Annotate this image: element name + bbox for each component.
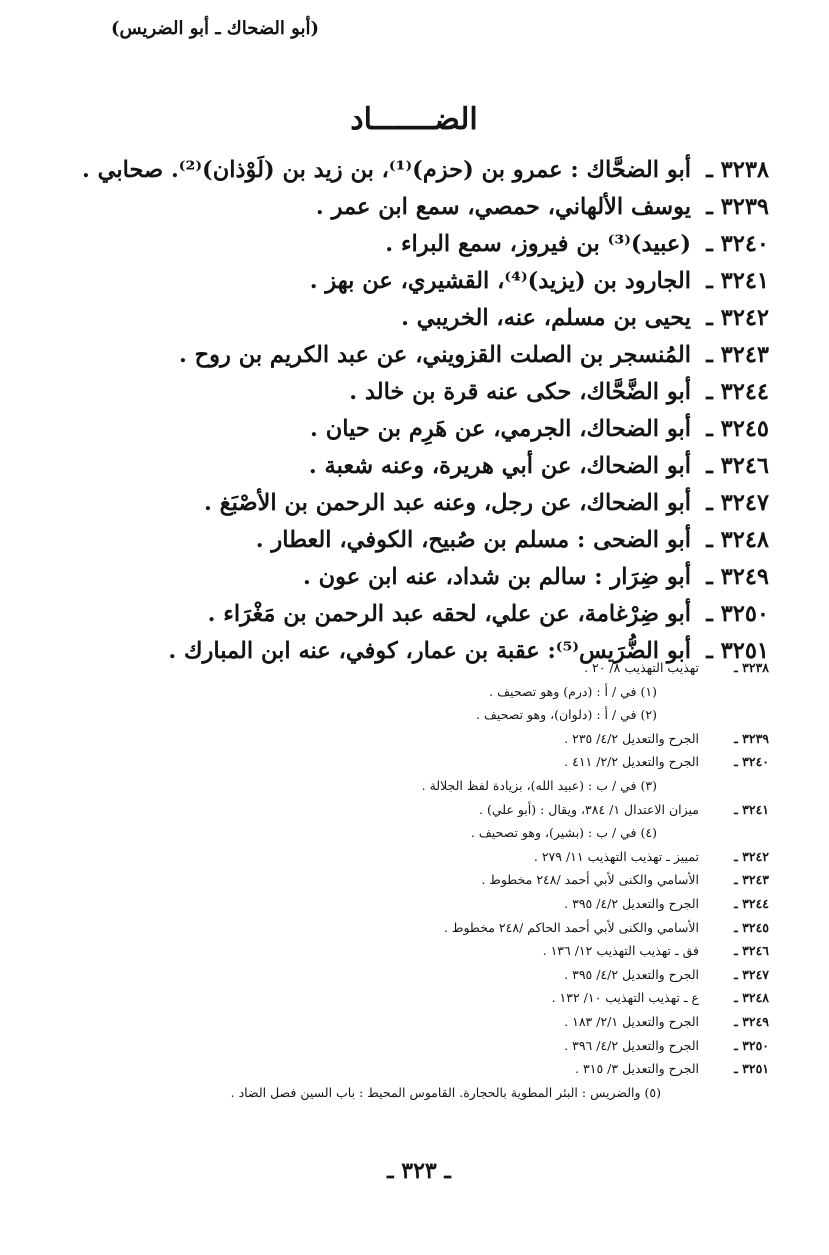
footnote-text: الأسامي والكنى لأبي أحمد الحاكم /٢٤٨ مخطوط . [443, 919, 699, 935]
entry [49, 152, 769, 189]
footnote-text: (٤) في / ب : (بشير)، وهو تصحيف . [470, 825, 657, 841]
entry [49, 263, 769, 300]
footnote-number: ٣٢٤٥ ـ [734, 919, 769, 935]
footnote-text: تهذيب التهذيب ٨/ ٢٠ . [584, 660, 699, 675]
footnote-text: ع ـ تهذيب التهذيب ١٠/ ١٣٢ . [551, 990, 699, 1006]
entry-number: ٣٢٤١ ـ [706, 268, 769, 294]
entry-text: أبو الضَّحَّاك، حكى عنه قرة بن خالد . [349, 379, 691, 405]
footnote-number: ٣٢٤٧ ـ [734, 966, 769, 982]
entry-number: ٣٢٤٩ ـ [706, 564, 769, 590]
entry-text: الجارود بن (يزيد)⁽⁴⁾، القشيري، عن بهز . [309, 268, 691, 294]
footnote-number [657, 821, 769, 845]
entry [49, 596, 769, 633]
footnote-reference [59, 939, 769, 963]
footnote-reference [59, 916, 769, 940]
footnote-reference [59, 1010, 769, 1034]
entry [49, 337, 769, 374]
footnote-text: الجرح والتعديل ٢/٢/ ٤١١ . [564, 754, 699, 770]
footnote-text: الجرح والتعديل ٢/١/ ١٨٣ . [564, 1013, 699, 1029]
footnote-number: ٣٢٤٨ ـ [734, 990, 769, 1006]
entry [49, 448, 769, 485]
footnote-number [661, 1081, 769, 1105]
entry-number: ٣٢٥٠ ـ [706, 601, 769, 627]
entry [49, 189, 769, 226]
footnote-variant [59, 774, 769, 798]
footnote-text: فق ـ تهذيب التهذيب ١٢/ ١٣٦ . [542, 943, 699, 959]
entry-text: أبو الضحاك، الجرمي، عن هَرِم بن حيان . [310, 416, 691, 442]
footnote-number: ٣٢٤٩ ـ [734, 1013, 769, 1029]
entry [49, 300, 769, 337]
footnote-gloss [59, 1081, 769, 1105]
footnote-reference [59, 1057, 769, 1081]
footnote-text: الأسامي والكنى لأبي أحمد /٢٤٨ مخطوط . [481, 872, 699, 888]
footnote-number: ٣٢٣٩ ـ [734, 730, 769, 746]
section-title: الضـــــــاد [350, 102, 478, 137]
entry-text: أبو الضحَّاك : عمرو بن (حزم)⁽¹⁾، بن زيد بن (لَوْذان)⁽²⁾. صحابي . [81, 157, 691, 183]
entry-list [49, 152, 769, 670]
entry-number: ٣٢٤٨ ـ [706, 527, 769, 553]
page-number: ـ ٣٢٣ ـ [387, 1158, 451, 1184]
footnote-variant [59, 821, 769, 845]
footnote-text: الجرح والتعديل ٤/٢/ ٣٩٥ . [564, 966, 699, 982]
footnote-number: ٣٢٤٠ ـ [734, 754, 769, 770]
footnote-text: (٣) في / ب : (عبيد الله)، بزيادة لفظ الجلالة . [421, 777, 657, 793]
footnote-variant [59, 703, 769, 727]
footnote-number: ٣٢٤٢ ـ [734, 848, 769, 864]
entry-number: ٣٢٤٢ ـ [706, 305, 769, 331]
footnote-reference [59, 986, 769, 1010]
running-head: (أبو الضحاك ـ أبو الضريس) [110, 18, 319, 39]
entry-number: ٣٢٤٦ ـ [706, 453, 769, 479]
entry-number: ٣٢٣٩ ـ [706, 194, 769, 220]
entry-number: ٣٢٥١ ـ [706, 638, 769, 664]
entry [49, 485, 769, 522]
footnote-text: (٥) والضريس : البئر المطوية بالحجارة. القاموس المحيط : باب السين فصل الضاد . [230, 1084, 661, 1100]
entry [49, 522, 769, 559]
footnote-reference [59, 892, 769, 916]
footnote-number: ٣٢٤١ ـ [734, 801, 769, 817]
footnotes [59, 656, 769, 1104]
entry [49, 374, 769, 411]
footnote-number: ٣٢٤٦ ـ [734, 943, 769, 959]
entry-text: المُنسجر بن الصلت القزويني، عن عبد الكريم بن روح . [178, 342, 691, 368]
footnote-reference [59, 868, 769, 892]
footnote-variant [59, 680, 769, 704]
footnote-text: الجرح والتعديل ٤/٢/ ٣٩٦ . [564, 1037, 699, 1053]
footnote-text: الجرح والتعديل ٤/٢/ ٢٣٥ . [564, 730, 699, 746]
footnote-text: (٢) في / أ : (دلوان)، وهو تصحيف . [476, 707, 657, 723]
entry-text: أبو ضِرَار : سالم بن شداد، عنه ابن عون . [302, 564, 691, 590]
entry-number: ٣٢٤٧ ـ [706, 490, 769, 516]
footnote-number: ٣٢٤٣ ـ [734, 872, 769, 888]
entry-number: ٣٢٣٨ ـ [706, 157, 769, 183]
footnote-number: ٣٢٤٤ ـ [734, 895, 769, 911]
entry-number: ٣٢٤٠ ـ [706, 231, 769, 257]
footnote-reference [59, 963, 769, 987]
footnote-text: (١) في / أ : (درم) وهو تصحيف . [489, 683, 657, 699]
footnote-number: ٣٢٣٨ ـ [734, 660, 769, 675]
footnote-reference [59, 750, 769, 774]
entry-text: أبو الضحى : مسلم بن صُبيح، الكوفي، العطار . [255, 527, 691, 553]
footnote-reference [59, 656, 769, 680]
footnote-reference [59, 798, 769, 822]
entry-text: أبو الضحاك، عن رجل، وعنه عبد الرحمن بن الأصْبَغ . [204, 490, 691, 516]
entry-text: يوسف الألهاني، حمصي، سمع ابن عمر . [315, 194, 691, 220]
footnote-number: ٣٢٥١ ـ [734, 1061, 769, 1077]
footnote-reference [59, 845, 769, 869]
entry [49, 411, 769, 448]
entry [49, 559, 769, 596]
footnote-number [657, 774, 769, 798]
footnote-reference [59, 727, 769, 751]
entry-text: أبو ضِرْغامة، عن علي، لحقه عبد الرحمن بن مَغْرَاء . [207, 601, 691, 627]
footnote-text: ميزان الاعتدال ١/ ٣٨٤، ويقال : (أبو علي) . [479, 801, 699, 817]
footnote-text: تمييز ـ تهذيب التهذيب ١١/ ٢٧٩ . [533, 848, 699, 864]
footnote-number [657, 703, 769, 727]
footnote-reference [59, 1034, 769, 1058]
footnote-text: الجرح والتعديل ٤/٢/ ٣٩٥ . [564, 895, 699, 911]
entry-text: يحيى بن مسلم، عنه، الخريبي . [401, 305, 691, 331]
entry [49, 226, 769, 263]
entry-text: أبو الضحاك، عن أبي هريرة، وعنه شعبة . [308, 453, 691, 479]
footnote-number [657, 680, 769, 704]
footnote-number: ٣٢٥٠ ـ [734, 1037, 769, 1053]
entry-number: ٣٢٤٤ ـ [706, 379, 769, 405]
entry-text: (عبيد)⁽³⁾ بن فيروز، سمع البراء . [385, 231, 691, 257]
entry-number: ٣٢٤٣ ـ [706, 342, 769, 368]
entry-text: أبو الضُّرَيس⁽⁵⁾: عقبة بن عمار، كوفي، عنه ابن المبارك . [168, 638, 691, 664]
entry-number: ٣٢٤٥ ـ [706, 416, 769, 442]
footnote-text: الجرح والتعديل ٣/ ٣١٥ . [575, 1061, 699, 1077]
